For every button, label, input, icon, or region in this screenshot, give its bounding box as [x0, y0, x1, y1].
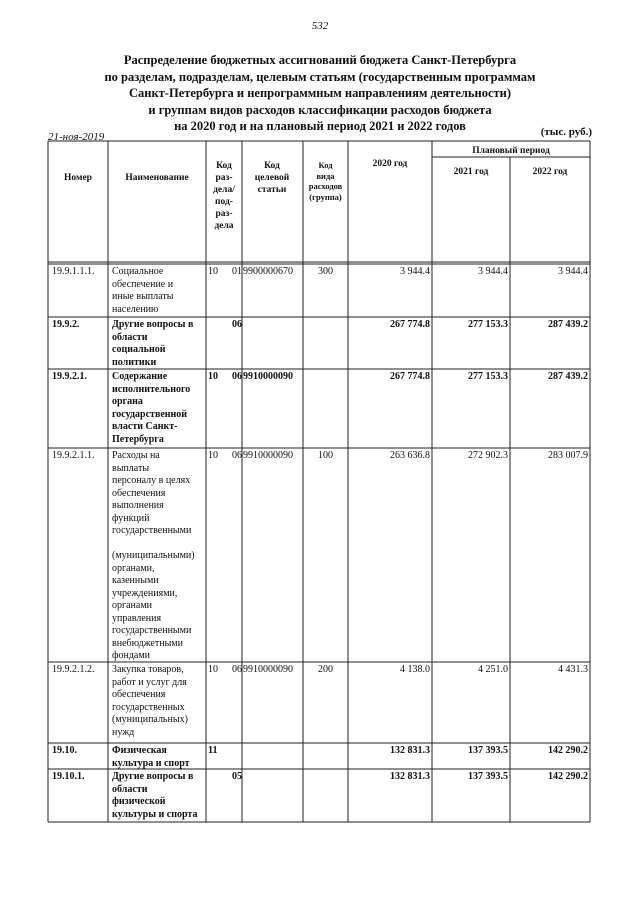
- row-name-line: государственной: [112, 408, 188, 420]
- row-name-line: социальной: [112, 344, 166, 355]
- row-name: [112, 745, 208, 770]
- row-target: 9910000090: [243, 450, 293, 461]
- header-number: Номер: [64, 173, 92, 183]
- row-name-line: населению: [112, 303, 159, 315]
- row-name-line: органами: [112, 600, 153, 611]
- row-name-line: казенными: [112, 575, 159, 586]
- row-name: [112, 319, 208, 369]
- row-name-line: иные выплаты: [112, 291, 174, 302]
- row-name-line: Другие вопросы в: [112, 319, 194, 330]
- row-name-line: обеспечения: [112, 689, 166, 700]
- row-name-line: обеспечения: [112, 487, 166, 499]
- row-name-line: внебюджетными: [112, 637, 183, 649]
- row-section: 10: [208, 664, 218, 675]
- title-line: по разделам, подразделам, целевым статьям (государственным программам: [104, 69, 536, 84]
- row-name-line: функций: [112, 512, 150, 524]
- row-number: 19.9.2.1.1.: [52, 450, 95, 461]
- header-planned-period: Плановый период: [472, 146, 550, 156]
- row-number: 19.9.2.1.2.: [52, 664, 95, 675]
- row-name-line: нужд: [112, 726, 135, 738]
- row-name-line: Закупка товаров,: [112, 664, 184, 675]
- row-name-line: государственными: [112, 525, 192, 536]
- row-name-line: учреждениями,: [112, 587, 178, 599]
- row-name-line: фондами: [112, 650, 151, 661]
- header-2021: 2021 год: [453, 167, 489, 177]
- row-name-line: Содержание: [112, 371, 168, 382]
- row-name-line: Физическая: [112, 745, 167, 756]
- row-section: 11: [208, 745, 218, 756]
- row-2022: 4 431.3: [558, 664, 588, 675]
- row-section: 10: [208, 266, 218, 277]
- row-2021: 137 393.5: [468, 745, 508, 756]
- row-target: 9910000090: [243, 371, 293, 382]
- row-2021: 3 944.4: [478, 266, 508, 277]
- title-line: и группам видов расходов классификации расходов бюджета: [148, 102, 492, 117]
- row-name-line: работ и услуг для: [112, 676, 187, 688]
- row-2020: 132 831.3: [390, 771, 430, 782]
- row-name-line: выплаты: [112, 462, 150, 474]
- row-name: [112, 450, 208, 663]
- row-exp-type: 300: [318, 266, 333, 277]
- row-name-line: органа: [112, 396, 143, 407]
- page-number: 532: [311, 20, 329, 32]
- header-target: Код целевой статьи: [254, 161, 290, 195]
- row-name-line: управления: [112, 612, 162, 624]
- row-number: 19.10.: [52, 745, 77, 756]
- row-number: 19.9.2.: [52, 319, 80, 330]
- row-name-line: обеспечение и: [112, 278, 174, 290]
- header-2020: 2020 год: [372, 159, 408, 169]
- row-name-line: (муниципальными): [112, 550, 195, 561]
- row-name-line: области: [112, 331, 148, 343]
- row-name: [112, 371, 208, 446]
- header-name: Наименование: [125, 173, 189, 183]
- row-2020: 132 831.3: [390, 745, 430, 756]
- row-2021: 137 393.5: [468, 771, 508, 782]
- row-2021: 272 902.3: [468, 450, 508, 461]
- row-name-line: [112, 538, 208, 551]
- row-2021: 4 251.0: [478, 664, 508, 675]
- row-name-line: Расходы на: [112, 450, 160, 461]
- row-2021: 277 153.3: [468, 319, 508, 330]
- row-section: 10: [208, 371, 218, 382]
- row-subsection: 06: [232, 664, 242, 675]
- row-target: 9910000090: [243, 664, 293, 675]
- row-subsection: 06: [232, 319, 242, 330]
- title-line: Санкт-Петербурга и непрограммным направлениям деятельности): [128, 86, 511, 100]
- row-name-line: политики: [112, 356, 157, 368]
- row-name-line: области: [112, 783, 148, 795]
- row-2022: 3 944.4: [558, 266, 588, 277]
- row-2020: 3 944.4: [400, 266, 430, 277]
- row-name: [112, 771, 208, 821]
- row-subsection: 06: [232, 371, 242, 382]
- report-date: 21-ноя-2019: [48, 131, 105, 143]
- row-subsection: 01: [232, 266, 242, 277]
- row-name-line: власти Санкт-: [112, 421, 178, 432]
- row-name-line: исполнительного: [112, 383, 191, 395]
- row-name-line: культура и спорт: [112, 757, 190, 769]
- row-name: [112, 664, 208, 739]
- row-name: [112, 266, 208, 316]
- row-name-line: государственных: [112, 701, 185, 713]
- row-section: 10: [208, 450, 218, 461]
- row-2020: 4 138.0: [400, 664, 430, 675]
- row-exp-type: 200: [318, 664, 333, 675]
- row-name-line: Социальное: [112, 266, 164, 277]
- row-2022: 287 439.2: [548, 319, 588, 330]
- row-2021: 277 153.3: [468, 371, 508, 382]
- row-subsection: 06: [232, 450, 242, 461]
- row-name-line: персоналу в целях: [112, 475, 191, 486]
- row-2022: 142 290.2: [548, 771, 588, 782]
- header-section: Код раз- дела/ под- раз- дела: [213, 161, 235, 231]
- row-name-line: культуры и спорта: [112, 808, 198, 820]
- row-2020: 263 636.8: [390, 450, 430, 461]
- row-exp-type: 100: [318, 450, 333, 461]
- units-label: (тыс. руб.): [540, 126, 592, 138]
- row-name-line: (муниципальных): [112, 714, 188, 725]
- row-number: 19.10.1.: [52, 771, 85, 782]
- header-2022: 2022 год: [532, 167, 568, 177]
- row-number: 19.9.2.1.: [52, 371, 87, 382]
- row-name-line: Петербурга: [112, 433, 164, 445]
- header-exp-type: Код вида расходов (группа): [308, 160, 343, 202]
- row-name-line: органами,: [112, 562, 155, 574]
- row-name-line: Другие вопросы в: [112, 771, 194, 782]
- row-name-line: физической: [112, 796, 166, 807]
- row-name-line: выполнения: [112, 500, 164, 511]
- row-target: 9900000670: [243, 266, 293, 277]
- title-line: на 2020 год и на плановый период 2021 и 2022 годов: [174, 119, 466, 133]
- title-line: Распределение бюджетных ассигнований бюджета Санкт-Петербурга: [123, 53, 517, 67]
- row-2020: 267 774.8: [390, 319, 430, 330]
- row-subsection: 05: [232, 771, 242, 782]
- row-2022: 283 007.9: [548, 450, 588, 461]
- row-number: 19.9.1.1.1.: [52, 266, 95, 277]
- row-2022: 142 290.2: [548, 745, 588, 756]
- row-2020: 267 774.8: [390, 371, 430, 382]
- row-name-line: государственными: [112, 625, 192, 636]
- row-2022: 287 439.2: [548, 371, 588, 382]
